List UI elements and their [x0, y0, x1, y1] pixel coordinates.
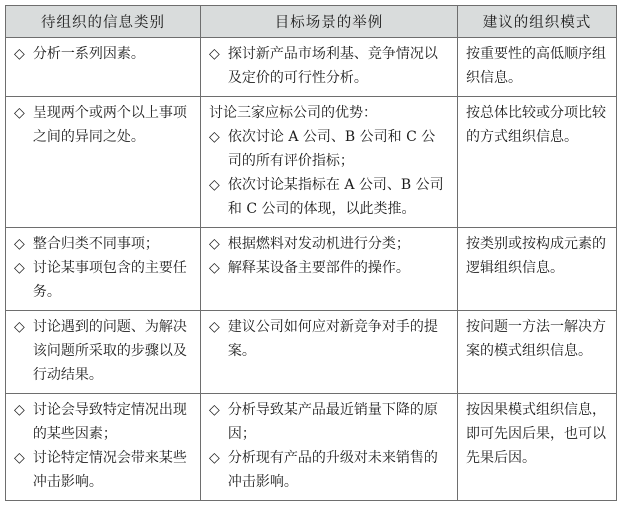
header-info-category: 待组织的信息类别: [6, 6, 201, 38]
table-row: [6, 228, 617, 311]
mode-text: 按因果模式组织信息，即可先因后果，也可以先果后因。: [466, 402, 606, 466]
bullet-text: 分析一系列因素。: [32, 46, 145, 62]
bullet-item: [14, 446, 192, 494]
bullet-text: 整合归类不同事项；: [32, 236, 159, 252]
bullet-item: [14, 42, 192, 66]
cell-scenario-example: [201, 228, 458, 311]
cell-organization-mode: [458, 38, 617, 97]
cell-info-category: [6, 97, 201, 228]
bullet-text: 讨论遇到的问题、为解决该问题所采取的步骤以及行动结果。: [32, 319, 187, 383]
cell-scenario-example: [201, 311, 458, 394]
diamond-bullet-icon: ◇: [14, 402, 25, 418]
cell-info-category: [6, 228, 201, 311]
bullet-text: 讨论某事项包含的主要任务。: [32, 260, 187, 300]
table-header-row: [6, 6, 617, 38]
bullet-text: 讨论会导致特定情况出现的某些因素；: [32, 402, 187, 442]
bullet-item: [209, 256, 449, 280]
cell-info-category: [6, 38, 201, 97]
mode-text: 按重要性的高低顺序组织信息。: [466, 46, 606, 86]
bullet-text: 依次讨论某指标在 A 公司、B 公司和 C 公司的体现，以此类推。: [227, 177, 444, 217]
cell-info-category: [6, 394, 201, 501]
diamond-bullet-icon: ◇: [14, 260, 25, 276]
bullet-text: 解释某设备主要部件的操作。: [227, 260, 410, 276]
bullet-item: [14, 398, 192, 446]
cell-scenario-example: [201, 394, 458, 501]
bullet-item: [209, 232, 449, 256]
diamond-bullet-icon: ◇: [14, 105, 25, 121]
table-row: [6, 97, 617, 228]
diamond-bullet-icon: ◇: [209, 46, 220, 62]
cell-scenario-example: [201, 38, 458, 97]
diamond-bullet-icon: ◇: [209, 319, 220, 335]
bullet-item: [209, 446, 449, 494]
diamond-bullet-icon: ◇: [209, 177, 220, 193]
header-scenario-example: 目标场景的举例: [201, 6, 458, 38]
bullet-text: 分析现有产品的升级对未来销售的冲击影响。: [227, 450, 438, 490]
diamond-bullet-icon: ◇: [14, 319, 25, 335]
mode-text: 按问题一方法一解决方案的模式组织信息。: [466, 319, 606, 359]
table-row: [6, 311, 617, 394]
bullet-item: [209, 125, 449, 173]
cell-info-category: [6, 311, 201, 394]
bullet-item: [209, 42, 449, 90]
example-intro: 讨论三家应标公司的优势：: [209, 105, 377, 121]
bullet-item: [14, 232, 192, 256]
diamond-bullet-icon: ◇: [14, 236, 25, 252]
bullet-text: 根据燃料对发动机进行分类；: [227, 236, 410, 252]
diamond-bullet-icon: ◇: [209, 260, 220, 276]
bullet-text: 建议公司如何应对新竞争对手的提案。: [227, 319, 438, 359]
cell-organization-mode: [458, 311, 617, 394]
diamond-bullet-icon: ◇: [14, 450, 25, 466]
diamond-bullet-icon: ◇: [14, 46, 25, 62]
bullet-text: 讨论特定情况会带来某些冲击影响。: [32, 450, 187, 490]
cell-organization-mode: [458, 394, 617, 501]
diamond-bullet-icon: ◇: [209, 236, 220, 252]
cell-scenario-example: [201, 97, 458, 228]
diamond-bullet-icon: ◇: [209, 402, 220, 418]
mode-text: 按类别或按构成元素的逻辑组织信息。: [466, 236, 606, 276]
bullet-item: [209, 173, 449, 221]
table-row: [6, 394, 617, 501]
mode-text: 按总体比较或分项比较的方式组织信息。: [466, 105, 606, 145]
bullet-text: 依次讨论 A 公司、B 公司和 C 公司的所有评价指标；: [227, 129, 436, 169]
table-body: [6, 38, 617, 501]
bullet-item: [14, 315, 192, 387]
diamond-bullet-icon: ◇: [209, 129, 220, 145]
table-row: [6, 38, 617, 97]
info-organization-table: [5, 5, 617, 501]
cell-organization-mode: [458, 228, 617, 311]
header-organization-mode: 建议的组织模式: [458, 6, 617, 38]
bullet-item: [209, 315, 449, 363]
cell-organization-mode: [458, 97, 617, 228]
bullet-text: 呈现两个或两个以上事项之间的异同之处。: [32, 105, 187, 145]
diamond-bullet-icon: ◇: [209, 450, 220, 466]
bullet-text: 分析导致某产品最近销量下降的原因；: [227, 402, 438, 442]
bullet-item: [209, 398, 449, 446]
bullet-item: [14, 101, 192, 149]
bullet-text: 探讨新产品市场利基、竞争情况以及定价的可行性分析。: [227, 46, 438, 86]
bullet-item: [14, 256, 192, 304]
